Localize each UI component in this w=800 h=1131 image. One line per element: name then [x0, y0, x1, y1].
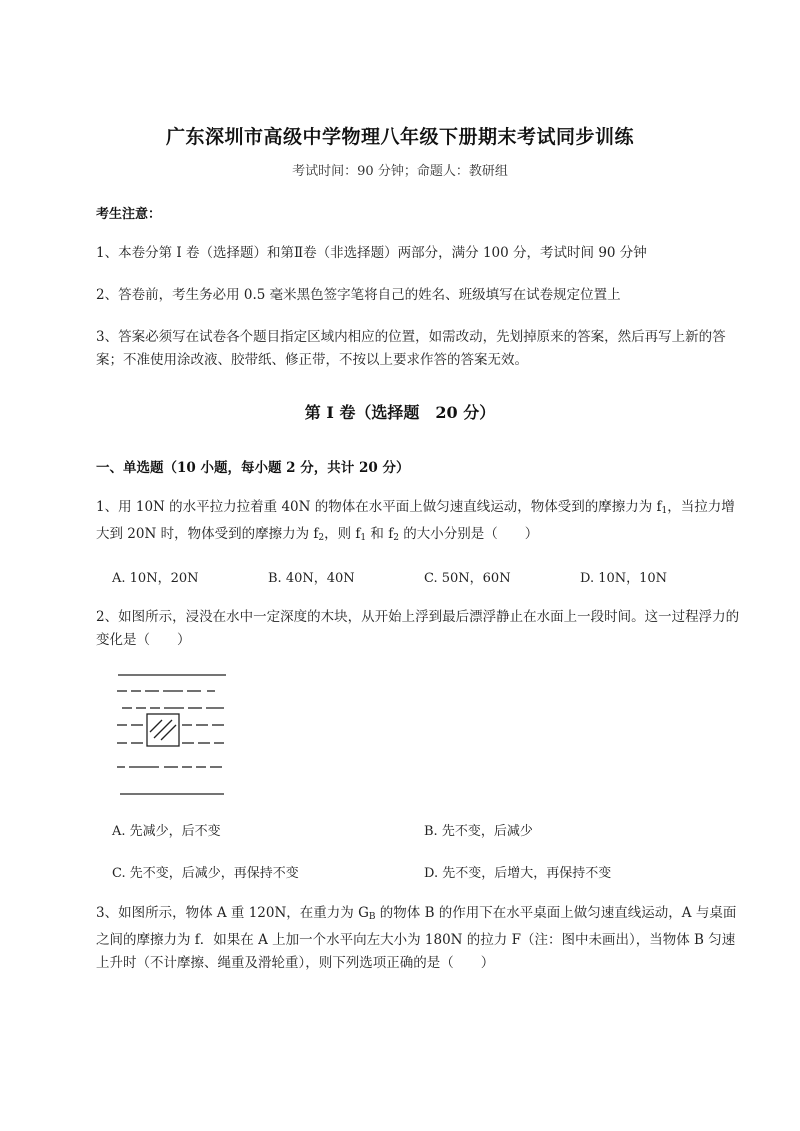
part-heading: 一、单选题（10 小题，每小题 2 分，共计 20 分） [96, 460, 410, 476]
note-item-3: 3、答案必须写在试卷各个题目指定区域内相应的位置，如需改动，先划掉原来的答案，然后再写上新的答案；不准使用涂改液、胶带纸、修正带，不按以上要求作答的答案无效。 [96, 329, 726, 368]
section-title: 第 I 卷（选择题 20 分） [304, 403, 496, 422]
question-2: 2、如图所示，浸没在水中一定深度的木块，从开始上浮到最后漂浮静止在水面上一段时间。这一过程浮力的变化是（ ） [96, 609, 740, 648]
q2-option-d[interactable]: D. 先不变，后增大，再保持不变 [424, 866, 612, 881]
floating-block-diagram [112, 668, 236, 798]
notes-heading: 考生注意： [96, 207, 162, 222]
q2-option-a[interactable]: A. 先减少，后不变 [112, 824, 221, 839]
q2-option-c[interactable]: C. 先不变，后减少，再保持不变 [112, 866, 299, 881]
note-item-2: 2、答卷前，考生务必用 0.5 毫米黑色签字笔将自己的姓名、班级填写在试卷规定位置上 [96, 287, 621, 303]
question-3: 3、如图所示，物体 A 重 120N，在重力为 $G_B$ 的物体 B 的作用下在水平桌面上做匀速直线运动，A 与桌面之间的摩擦力为 f．如果在 A 上加一个水平向左大小为 180N 的拉力 F（注：图中未画出），当物体 B 匀速上升时（不计摩擦、绳重及滑轮重），则下列选项正确的是（ ） [96, 905, 737, 971]
question-1: 1、用 10N 的水平拉力拉着重 40N 的物体在水平面上做匀速直线运动，物体受到的摩擦力为 $f_1$，当拉力增大到 20N 时，物体受到的摩擦力为 $f_2$，则 $f_1$ 和 $f_2$ 的大小分别是（ ） [96, 499, 735, 543]
q1-option-a[interactable]: A. 10N，20N [112, 571, 199, 586]
q1-option-d[interactable]: D. 10N，10N [580, 571, 668, 586]
q1-option-b[interactable]: B. 40N，40N [268, 571, 355, 586]
page-title: 广东深圳市高级中学物理八年级下册期末考试同步训练 [165, 126, 634, 148]
note-item-1: 1、本卷分第 I 卷（选择题）和第Ⅱ卷（非选择题）两部分，满分 100 分，考试时间 90 分钟 [96, 245, 647, 261]
q2-option-b[interactable]: B. 先不变，后减少 [424, 824, 533, 839]
q1-option-c[interactable]: C. 50N，60N [424, 571, 511, 586]
exam-info: 考试时间：90 分钟；命题人：教研组 [292, 164, 508, 179]
